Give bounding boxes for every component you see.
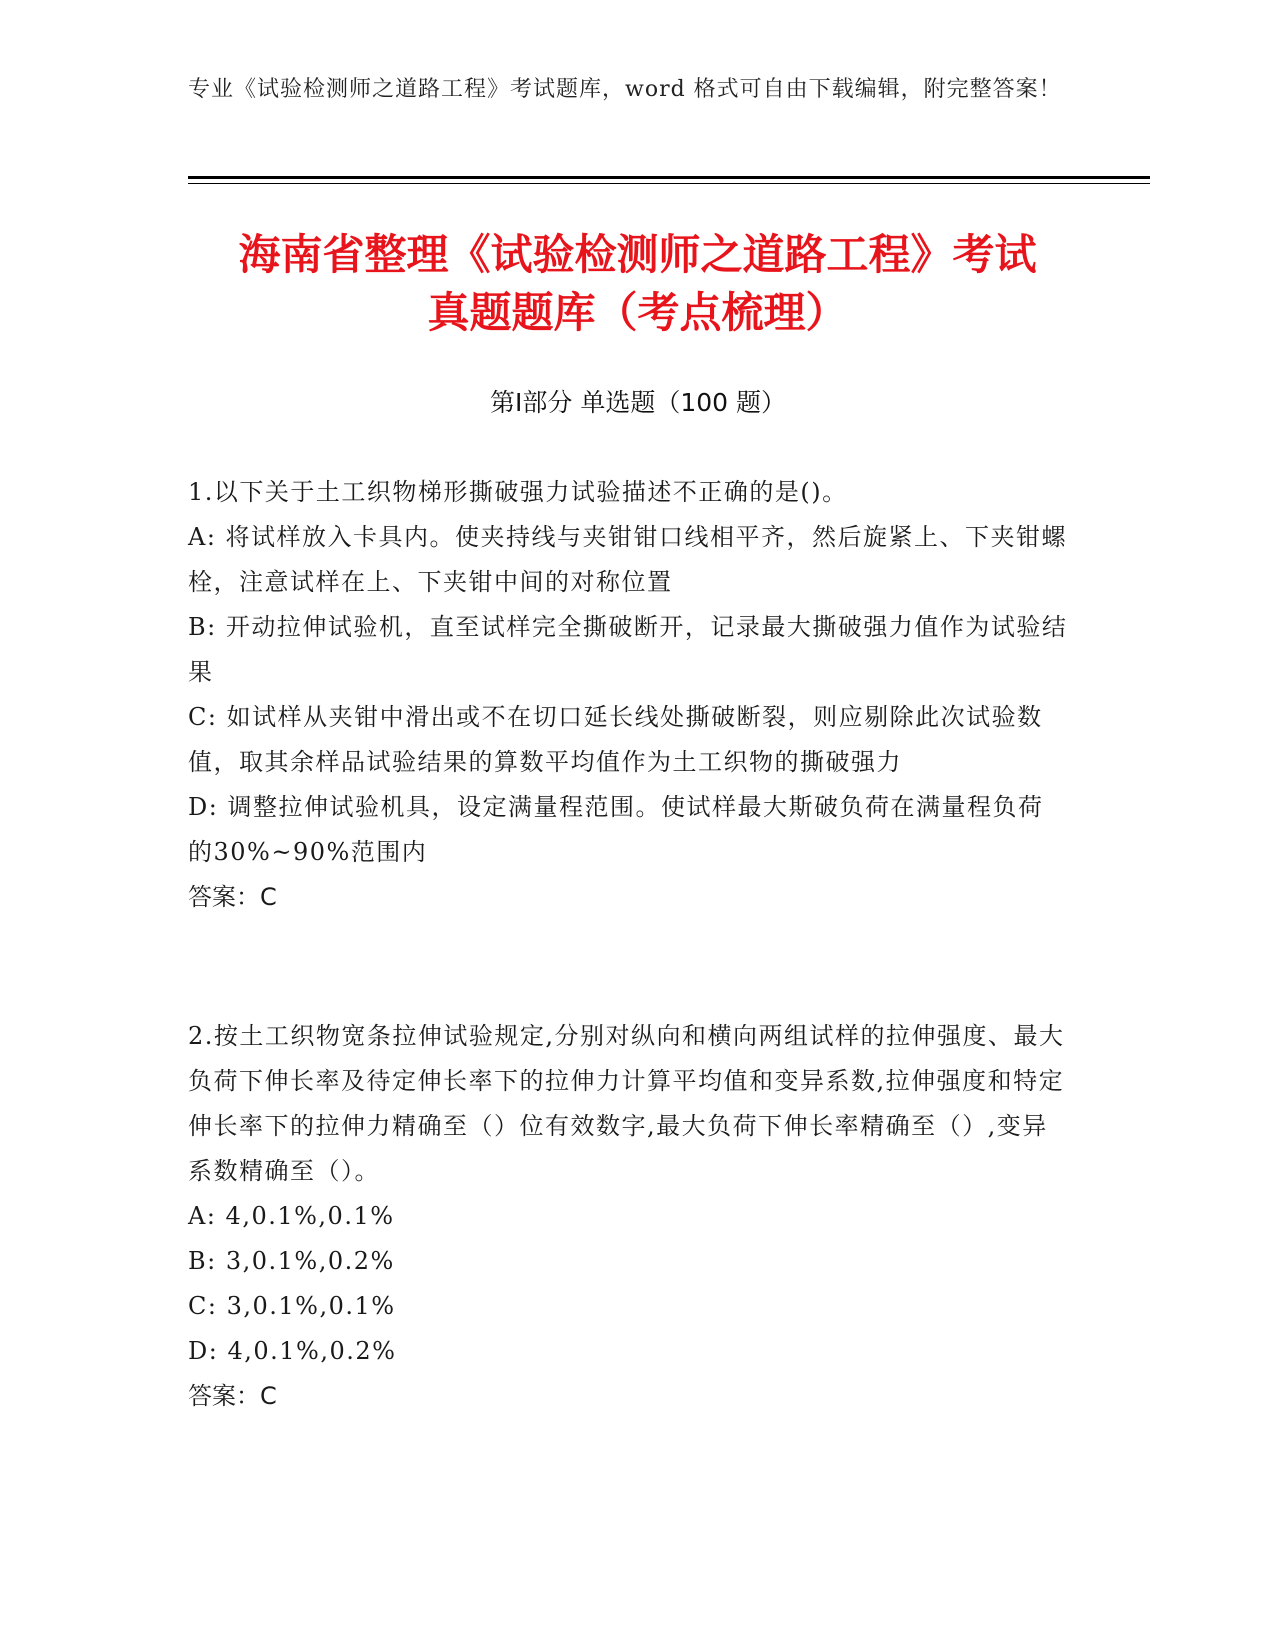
header-divider-thin [188,183,1150,184]
header-divider-thick [188,176,1150,179]
option-a: A: 4,0.1%,0.1% [188,1202,395,1230]
document-title [150,226,1125,342]
section-heading: 第Ⅰ部分 单选题（100 题） [490,388,786,417]
question-block [188,1014,1068,1419]
header-note: 专业《试验检测师之道路工程》考试题库，word 格式可自由下载编辑，附完整答案！ [188,77,1062,102]
document-title-line-2: 真题题库（考点梳理） [427,288,848,337]
question-block [188,470,1068,920]
option-b: B: 开动拉伸试验机，直至试样完全撕破断开，记录最大撕破强力值作为试验结果 [188,613,1068,686]
option-d: D: 调整拉伸试验机具，设定满量程范围。使试样最大斯破负荷在满量程负荷的30%~90%范围内 [188,793,1044,866]
option-d: D: 4,0.1%,0.2% [188,1337,397,1365]
answer-label: 答案：C [188,1382,277,1410]
option-b: B: 3,0.1%,0.2% [188,1247,395,1275]
document-title-line-1: 海南省整理《试验检测师之道路工程》考试 [238,230,1037,279]
answer-label: 答案：C [188,883,277,911]
option-c: C: 3,0.1%,0.1% [188,1292,396,1320]
question-stem: 2.按土工织物宽条拉伸试验规定,分别对纵向和横向两组试样的拉伸强度、最大负荷下伸长率及待定伸长率下的拉伸力计算平均值和变异系数,拉伸强度和特定伸长率下的拉伸力精确至（）位有效数字,最大负荷下伸长率精确至（）,变异系数精确至（）。 [188,1022,1065,1185]
question-stem: 1.以下关于土工织物梯形撕破强力试验描述不正确的是()。 [188,478,848,506]
option-c: C: 如试样从夹钳中滑出或不在切口延长线处撕破断裂，则应剔除此次试验数值，取其余样品试验结果的算数平均值作为土工织物的撕破强力 [188,703,1043,776]
option-a: A: 将试样放入卡具内。使夹持线与夹钳钳口线相平齐，然后旋紧上、下夹钳螺栓，注意试样在上、下夹钳中间的对称位置 [188,523,1068,596]
